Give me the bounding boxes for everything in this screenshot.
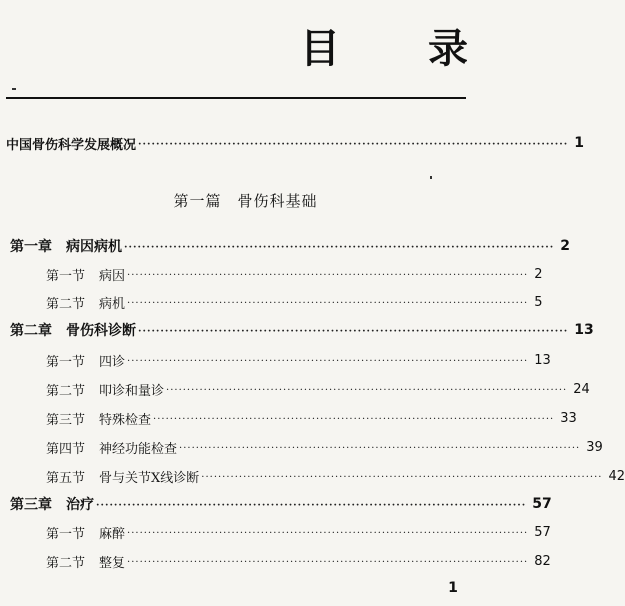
section-name: 神经功能检查: [99, 441, 178, 457]
leader-dots: ································································································: [201, 472, 603, 483]
chapter-name: 治疗: [66, 497, 94, 513]
toc-section-label: [46, 552, 125, 571]
toc-entry-page: 1: [574, 135, 584, 151]
scan-speck: [430, 176, 432, 179]
leader-dots: ································································································: [127, 528, 529, 539]
toc-section-label: [46, 438, 177, 457]
toc-section-page: 39: [586, 439, 603, 455]
toc-chapter-page: 2: [560, 238, 570, 254]
toc-section-label: [46, 351, 125, 370]
leader-dots: ································································································: [138, 326, 569, 337]
toc-section: [0, 463, 625, 489]
leader-dots: ································································································: [127, 557, 529, 568]
toc-section-page: 82: [534, 553, 551, 569]
section-number: 第一节: [46, 268, 86, 284]
page-number: 1: [448, 580, 458, 596]
toc-section: [0, 405, 577, 431]
toc-section: [0, 376, 590, 402]
toc-section-label: [46, 380, 164, 399]
toc-section: [0, 289, 543, 315]
chapter-number: 第三章: [10, 497, 52, 513]
toc-section-label: [46, 293, 125, 312]
toc-section: [0, 261, 543, 287]
toc-chapter-label: [10, 494, 94, 514]
section-name: 病因: [99, 268, 126, 284]
toc-chapter: [0, 317, 594, 343]
title-char-right: 录: [428, 25, 470, 72]
toc-chapter: [0, 233, 570, 259]
toc-section-label: [46, 409, 151, 428]
toc-section-page: 2: [534, 266, 543, 282]
toc-section-label: [46, 467, 199, 486]
toc-chapter-label: [10, 320, 136, 340]
chapter-name: 骨伤科诊断: [66, 323, 136, 339]
chapter-number: 第一章: [10, 239, 52, 255]
part-number: 第一篇: [173, 192, 222, 210]
leader-dots: ································································································: [179, 443, 581, 454]
toc-chapter-page: 57: [532, 496, 552, 512]
toc-chapter-page: 13: [574, 322, 594, 338]
page-title: [300, 20, 470, 70]
part-name: 骨伤科基础: [237, 192, 318, 210]
section-name: 特殊检查: [99, 412, 152, 428]
part-heading: [0, 190, 491, 211]
toc-section: [0, 548, 551, 574]
scan-speck: [12, 88, 16, 90]
toc-section-page: 42: [608, 468, 625, 484]
toc-section-page: 13: [534, 352, 551, 368]
section-name: 整复: [99, 555, 126, 571]
chapter-number: 第二章: [10, 323, 52, 339]
section-number: 第一节: [46, 526, 86, 542]
section-name: 骨与关节X线诊断: [99, 470, 200, 486]
title-char-left: 目: [300, 25, 342, 72]
section-number: 第二节: [46, 555, 86, 571]
section-number: 第一节: [46, 354, 86, 370]
section-name: 病机: [99, 296, 126, 312]
toc-section: [0, 347, 551, 373]
toc-section-page: 33: [560, 410, 577, 426]
section-number: 第三节: [46, 412, 86, 428]
leader-dots: ································································································: [166, 385, 568, 396]
leader-dots: ································································································: [127, 298, 529, 309]
toc-section: [0, 434, 603, 460]
toc-section-label: [46, 523, 125, 542]
leader-dots: ································································································: [127, 356, 529, 367]
section-number: 第五节: [46, 470, 86, 486]
chapter-name: 病因病机: [66, 239, 122, 255]
toc-section-page: 5: [534, 294, 543, 310]
toc-entry-intro: [0, 130, 584, 156]
toc-section-label: [46, 265, 125, 284]
leader-dots: ································································································: [138, 139, 569, 150]
leader-dots: ································································································: [124, 242, 555, 253]
toc-entry-label: 中国骨伤科学发展概况: [6, 137, 137, 153]
toc-chapter: [0, 491, 552, 517]
header-rule: [6, 97, 466, 99]
section-number: 第四节: [46, 441, 86, 457]
section-name: 四诊: [99, 354, 126, 370]
section-number: 第二节: [46, 296, 86, 312]
section-name: 麻醉: [99, 526, 126, 542]
toc-chapter-label: [10, 236, 122, 256]
toc-section-page: 57: [534, 524, 551, 540]
toc-section: [0, 519, 551, 545]
leader-dots: ································································································: [127, 270, 529, 281]
toc-section-page: 24: [573, 381, 590, 397]
section-name: 叩诊和量诊: [99, 383, 165, 399]
section-number: 第二节: [46, 383, 86, 399]
leader-dots: ································································································: [96, 500, 527, 511]
leader-dots: ································································································: [153, 414, 555, 425]
